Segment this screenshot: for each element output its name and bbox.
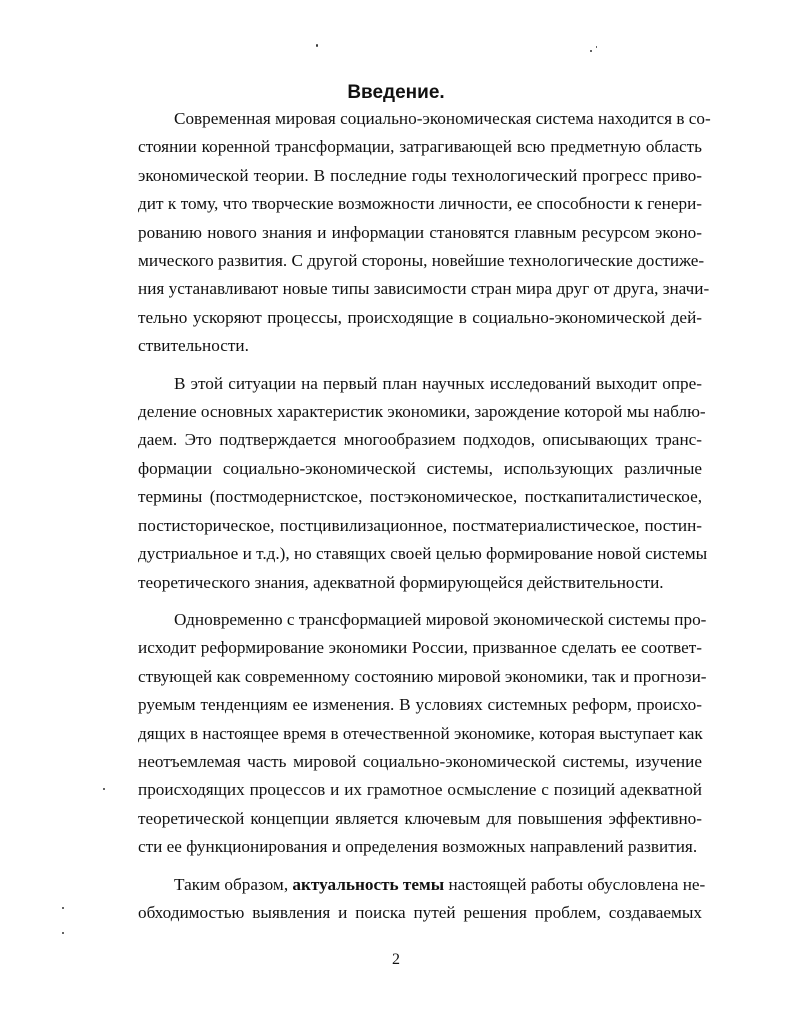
text-line: формации социально-экономической системы, использующих различные — [138, 458, 702, 478]
text-line: Одновременно с трансформацией мировой экономической системы про- — [174, 609, 707, 629]
text-line: Современная мировая социально-экономическая система находится в со- — [174, 109, 711, 128]
text-line: мического развития. С другой стороны, новейшие технологические достиже- — [138, 251, 705, 271]
scan-speck — [62, 932, 64, 934]
body-text — [138, 105, 711, 927]
paragraph-2 — [138, 370, 708, 597]
text-line: неотъемлемая часть мировой социально-экономической системы, изучение — [138, 751, 702, 771]
page-number: 2 — [392, 951, 400, 968]
text-line: происходящих процессов и их грамотное осмысление с позиций адекватной — [138, 780, 702, 800]
text-line: рованию нового знания и информации становятся главным ресурсом эконо- — [138, 222, 702, 242]
text-line: сти ее функционирования и определения возможных направлений развития. — [138, 837, 698, 857]
text-line: теоретического знания, адекватной формирующейся действительности. — [138, 572, 664, 592]
scan-speck — [590, 50, 592, 52]
text-line: В этой ситуации на первый план научных исследований выходит опре- — [174, 373, 702, 393]
paragraph-3 — [138, 606, 707, 862]
text-line — [138, 871, 706, 899]
text-line: обходимостью выявления и поиска путей решения проблем, создаваемых — [138, 902, 702, 922]
text-line: даем. Это подтверждается многообразием подходов, описывающих транс- — [138, 430, 702, 450]
text-line: дустриальное и т.д.), но ставящих своей целью формирование новой системы — [138, 544, 708, 564]
text-line: постисторическое, постцивилизационное, постматериалистическое, постин- — [138, 515, 702, 535]
text-line: руемым тенденциям ее изменения. В условиях системных реформ, происхо- — [138, 695, 702, 715]
text-line: теоретической концепции является ключевым для повышения эффективно- — [138, 808, 702, 828]
text-line: деление основных характеристик экономики, зарождение которой мы наблю- — [138, 402, 706, 422]
relevance-emphasis: актуальность темы — [292, 874, 445, 894]
paragraph-4 — [138, 871, 706, 928]
text-run: настоящей работы обусловлена не- — [448, 874, 706, 894]
text-line: ствительности. — [138, 336, 249, 356]
paragraph-1 — [138, 105, 711, 361]
page-title: Введение. — [347, 82, 445, 103]
scan-speck — [62, 907, 64, 909]
scan-speck — [596, 46, 597, 48]
text-line: термины (постмодернистское, постэкономическое, посткапиталистическое, — [138, 487, 702, 507]
text-line: тельно ускоряют процессы, происходящие в социально-экономической дей- — [138, 307, 702, 327]
text-run: Таким образом, — [174, 874, 289, 894]
text-line: ния устанавливают новые типы зависимости стран мира друг от друга, значи- — [138, 279, 710, 299]
scan-speck — [316, 44, 318, 47]
text-line: дящих в настоящее время в отечественной экономике, которая выступает как — [138, 723, 703, 743]
text-line: исходит реформирование экономики России, призванное сделать ее соответ- — [138, 638, 702, 658]
text-line: экономической теории. В последние годы технологический прогресс приво- — [138, 165, 702, 185]
text-line: дит к тому, что творческие возможности личности, ее способности к генери- — [138, 194, 702, 214]
scan-speck — [103, 788, 105, 790]
text-line: ствующей как современному состоянию мировой экономики, так и прогнози- — [138, 666, 707, 686]
text-line: стоянии коренной трансформации, затрагивающей всю предметную область — [138, 137, 702, 157]
